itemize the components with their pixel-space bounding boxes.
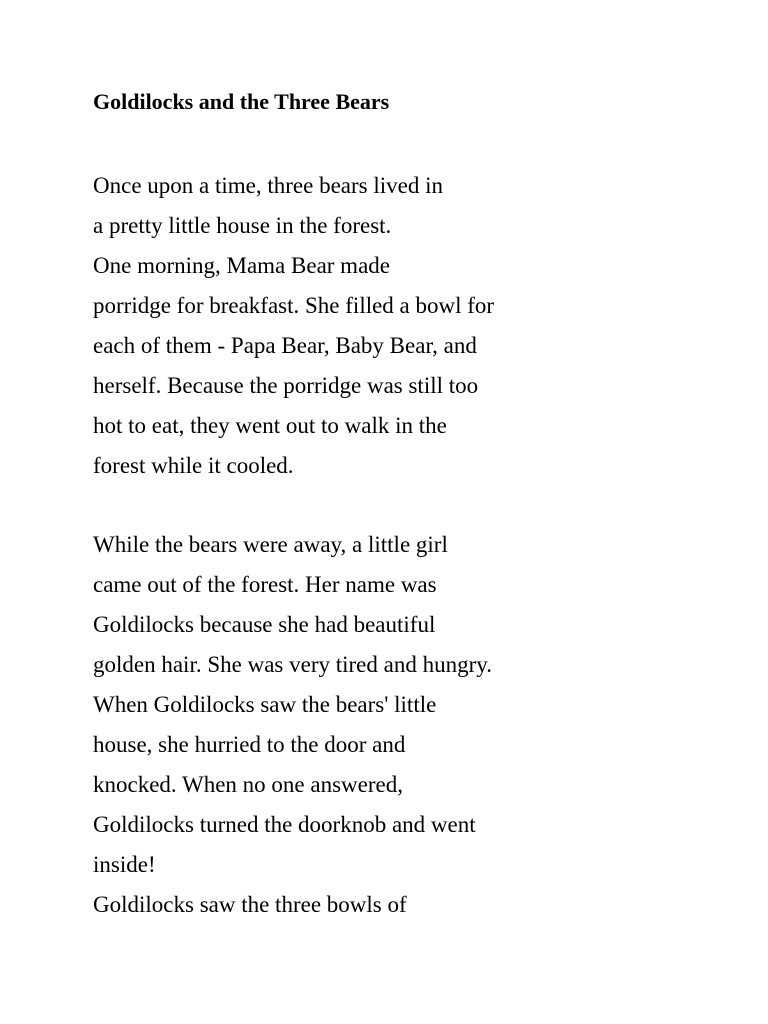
text-line: a pretty little house in the forest. [93,213,392,238]
text-line: Goldilocks saw the three bowls of [93,892,407,917]
text-line: When Goldilocks saw the bears' little [93,692,437,717]
paragraph-1 [93,166,733,486]
text-line: Once upon a time, three bears lived in [93,173,443,198]
text-line: knocked. When no one answered, [93,772,403,797]
text-line: Goldilocks because she had beautiful [93,612,436,637]
text-line: each of them - Papa Bear, Baby Bear, and [93,333,477,358]
text-line: golden hair. She was very tired and hungry. [93,652,492,677]
document-title: Goldilocks and the Three Bears [93,89,390,114]
text-line: inside! [93,852,156,877]
text-line: porridge for breakfast. She filled a bowl for [93,293,495,318]
text-line: While the bears were away, a little girl [93,532,448,557]
text-line: herself. Because the porridge was still too [93,373,479,398]
text-line: came out of the forest. Her name was [93,572,437,597]
text-line: hot to eat, they went out to walk in the [93,413,447,438]
text-line: One morning, Mama Bear made [93,253,390,278]
text-line: Goldilocks turned the doorknob and went [93,812,476,837]
text-line: house, she hurried to the door and [93,732,406,757]
text-line: forest while it cooled. [93,453,294,478]
paragraph-2 [93,525,733,925]
